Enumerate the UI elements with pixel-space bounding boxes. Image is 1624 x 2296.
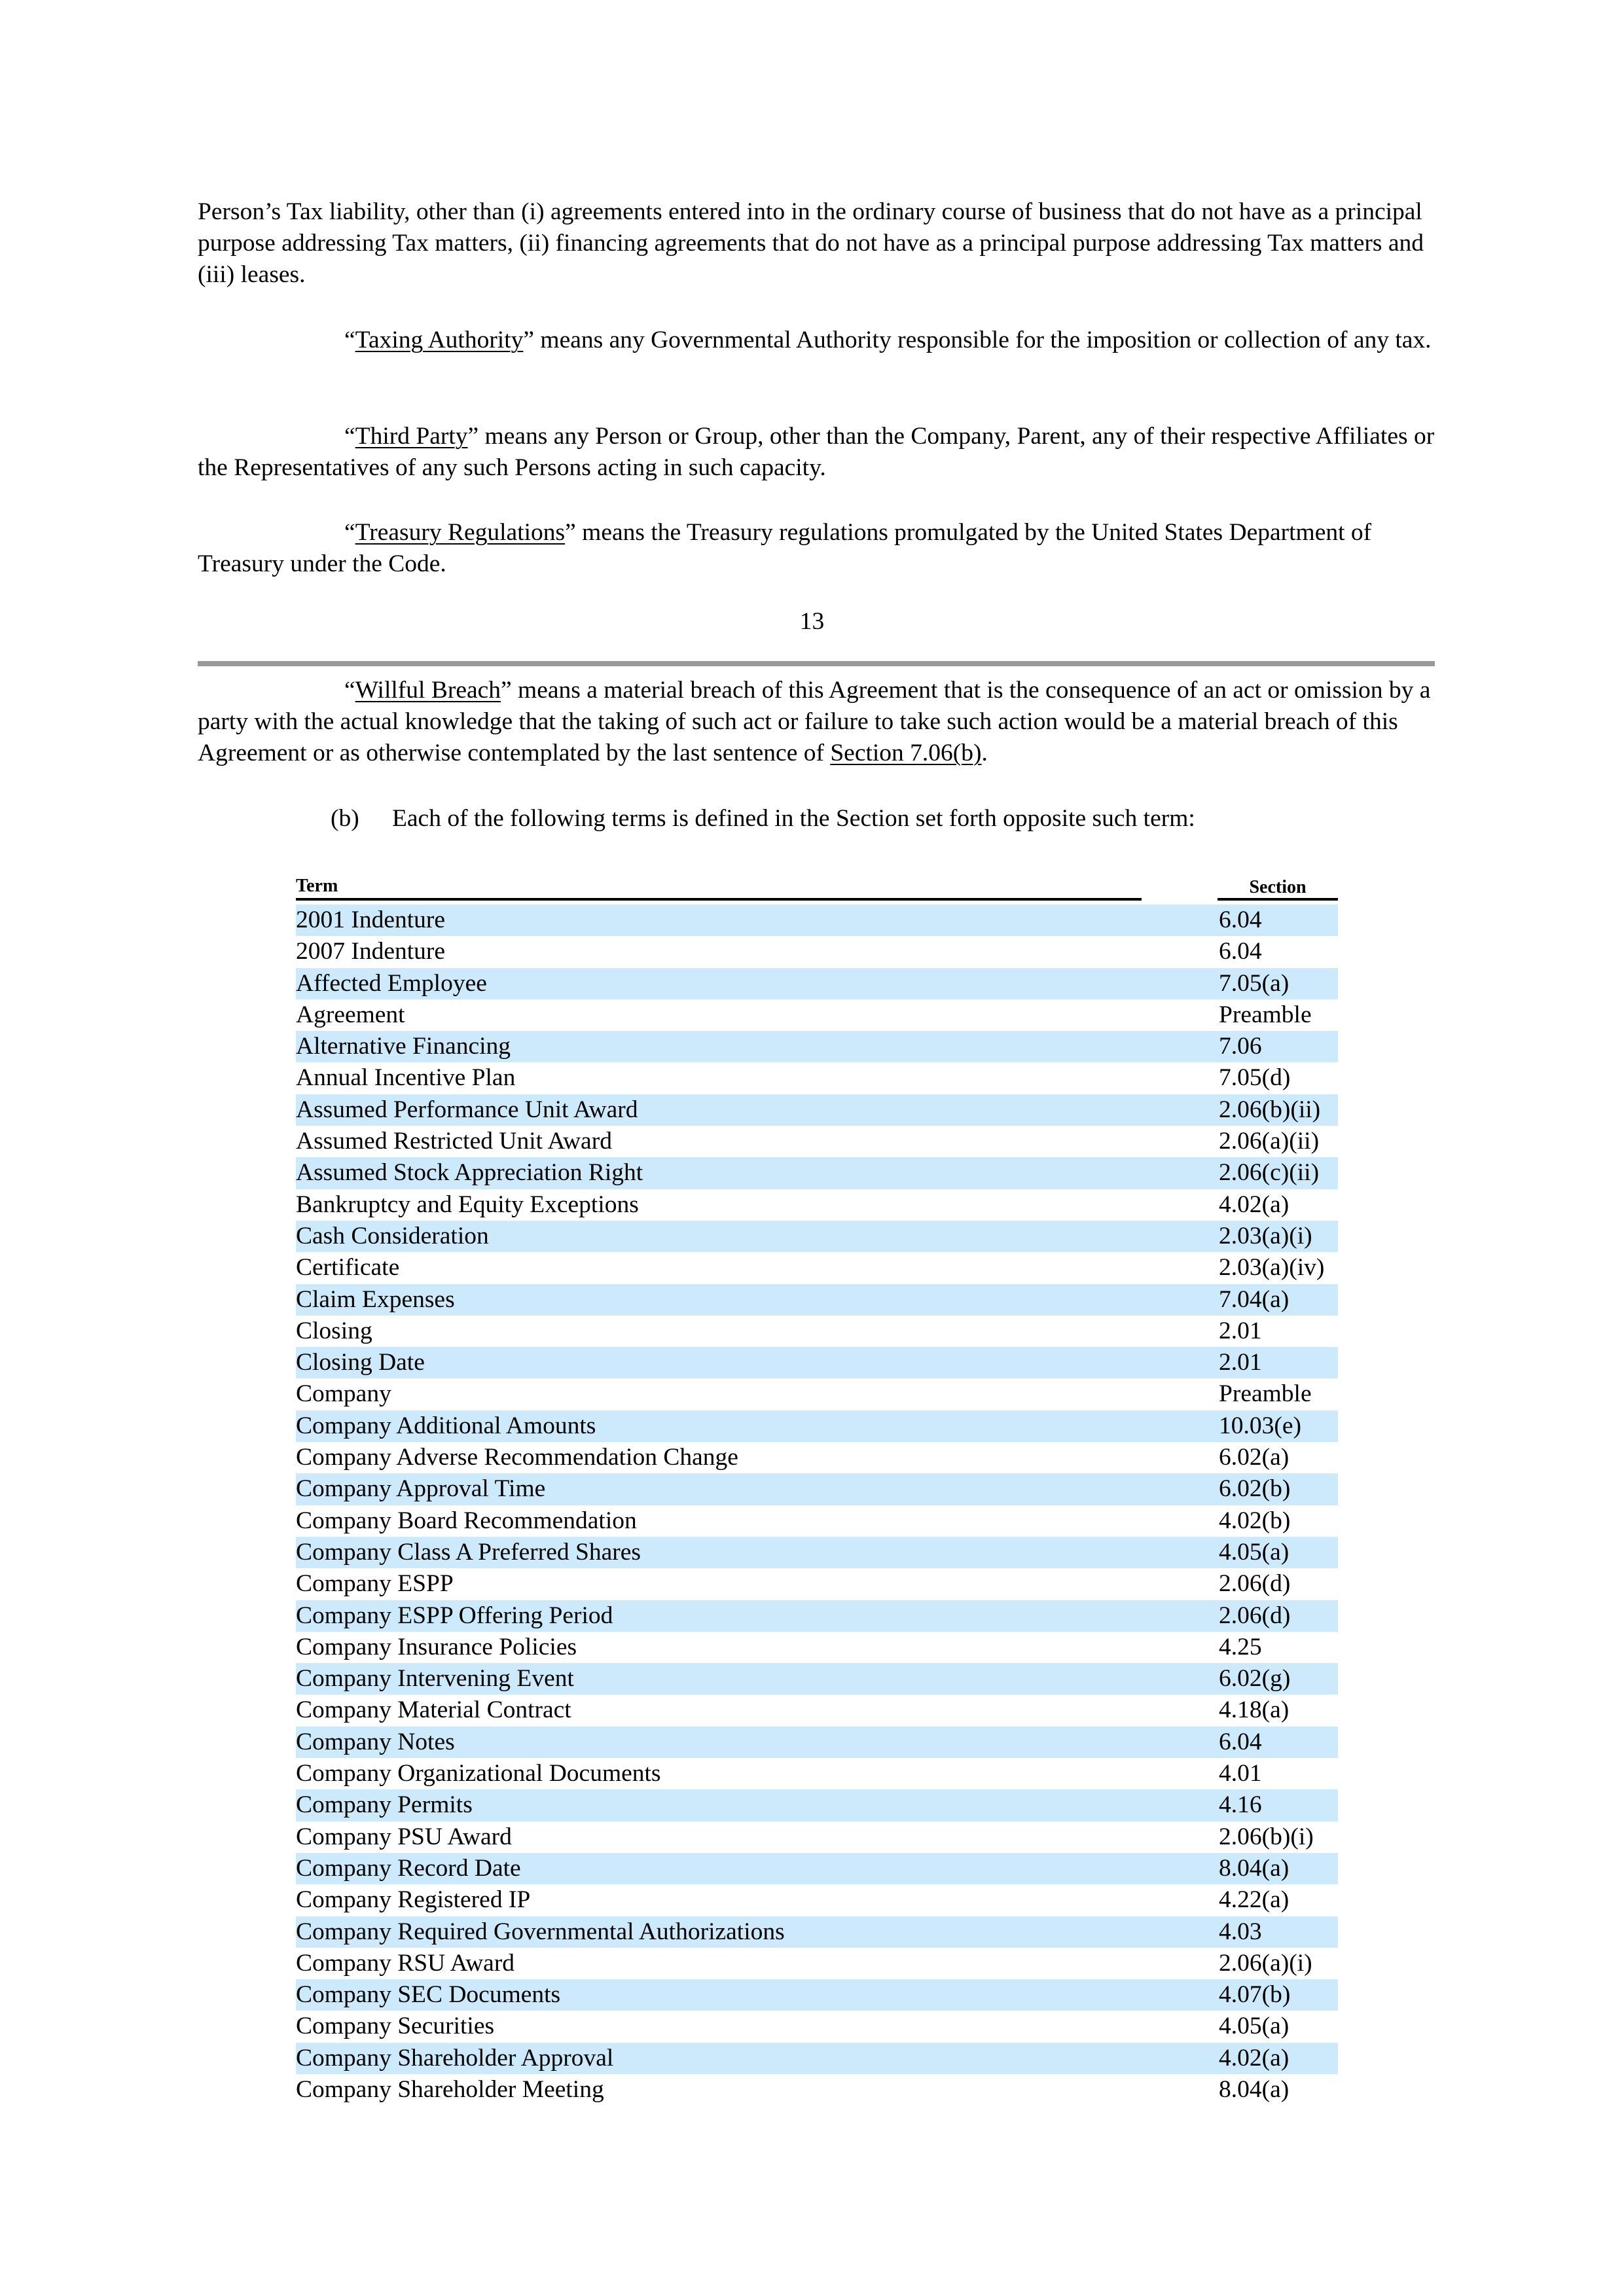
- section-cell: 4.01: [1219, 1760, 1262, 1787]
- section-cell: 2.06(c)(ii): [1219, 1159, 1320, 1187]
- defined-term: Third Party: [355, 423, 468, 450]
- section-reference: Section 7.06(b): [830, 740, 982, 766]
- table-row: [296, 1537, 1338, 1568]
- subsection-text: Each of the following terms is defined in the Section set forth opposite such term:: [392, 805, 1195, 832]
- section-cell: 2.06(a)(ii): [1219, 1128, 1320, 1155]
- table-row: [296, 1600, 1338, 1632]
- definition-third-party: [198, 421, 1435, 484]
- section-cell: 4.07(b): [1219, 1981, 1291, 2009]
- table-row: [296, 1157, 1338, 1189]
- definition-text: ” means any Person or Group, other than the Company, Parent, any of their respective Affiliates or the Representatives of any such Persons acting in such capacity.: [198, 423, 1435, 481]
- term-cell: 2007 Indenture: [296, 938, 446, 965]
- table-row: [296, 1884, 1338, 1916]
- table-row: [296, 2074, 1338, 2106]
- section-cell: 4.02(b): [1219, 1507, 1291, 1534]
- table-row: [296, 1189, 1338, 1221]
- definition-text: ” means the Treasury regulations promulgated by the United States Department of Treasury under the Code.: [198, 519, 1372, 577]
- table-row: [296, 1316, 1338, 1347]
- paragraph-tax-sharing-continuation: Person’s Tax liability, other than (i) agreements entered into in the ordinary course of business that do not have as a principal purpose addressing Tax matters, (ii) financing agreements that do not have as a principal purpose addressing Tax matters and (iii) leases.: [198, 198, 1424, 288]
- section-cell: 2.06(b)(ii): [1219, 1096, 1321, 1123]
- subsection-label: (b): [331, 805, 359, 832]
- terms-table: [296, 905, 1338, 2106]
- term-cell: Company PSU Award: [296, 1823, 512, 1850]
- table-row: [296, 1821, 1338, 1853]
- term-cell: Company RSU Award: [296, 1949, 515, 1977]
- term-cell: Company Securities: [296, 2013, 495, 2040]
- term-cell: Company Additional Amounts: [296, 1412, 596, 1439]
- section-cell: Preamble: [1219, 1001, 1312, 1028]
- term-cell: Company ESPP Offering Period: [296, 1602, 613, 1629]
- definition-text: ” means any Governmental Authority responsible for the imposition or collection of any tax.: [523, 327, 1432, 353]
- terms-table-header: [296, 872, 1338, 901]
- term-cell: Company Approval Time: [296, 1475, 546, 1503]
- section-cell: 2.01: [1219, 1349, 1262, 1376]
- term-cell: Cash Consideration: [296, 1222, 489, 1249]
- section-cell: 7.04(a): [1219, 1285, 1290, 1313]
- defined-term: Taxing Authority: [355, 327, 524, 353]
- term-cell: 2001 Indenture: [296, 906, 446, 933]
- definition-taxing-authority: [198, 325, 1435, 356]
- table-row: [296, 1505, 1338, 1537]
- term-cell: Company SEC Documents: [296, 1981, 561, 2009]
- subsection-b: [331, 803, 1195, 834]
- table-row: [296, 1695, 1338, 1726]
- term-cell: Company Material Contract: [296, 1696, 571, 1724]
- table-row: [296, 1284, 1338, 1316]
- table-row: [296, 1758, 1338, 1789]
- defined-term: Treasury Regulations: [355, 519, 566, 546]
- term-cell: Company Notes: [296, 1728, 455, 1755]
- table-row: [296, 1663, 1338, 1695]
- term-cell: Company Shareholder Approval: [296, 2044, 614, 2072]
- table-row: [296, 1853, 1338, 1884]
- table-row: [296, 1062, 1338, 1094]
- section-cell: 2.06(d): [1219, 1570, 1291, 1598]
- term-cell: Certificate: [296, 1254, 400, 1282]
- term-cell: Company Insurance Policies: [296, 1633, 577, 1660]
- open-quote: “: [344, 677, 355, 704]
- term-cell: Company ESPP: [296, 1570, 454, 1598]
- table-row: [296, 1378, 1338, 1410]
- term-cell: Company Shareholder Meeting: [296, 2075, 604, 2103]
- term-cell: Bankruptcy and Equity Exceptions: [296, 1191, 639, 1218]
- term-cell: Alternative Financing: [296, 1033, 511, 1060]
- section-cell: 7.05(a): [1219, 969, 1290, 997]
- term-cell: Claim Expenses: [296, 1285, 455, 1313]
- table-row: [296, 1473, 1338, 1505]
- section-cell: 4.18(a): [1219, 1696, 1290, 1724]
- section-cell: 4.03: [1219, 1918, 1262, 1945]
- page-break-divider: [198, 661, 1435, 666]
- table-row: [296, 1727, 1338, 1758]
- table-row: [296, 1979, 1338, 2011]
- section-cell: 6.04: [1219, 1728, 1262, 1755]
- table-row: [296, 1410, 1338, 1442]
- section-cell: 4.02(a): [1219, 2044, 1290, 2072]
- term-cell: Company Board Recommendation: [296, 1507, 637, 1534]
- table-row: [296, 2011, 1338, 2042]
- definition-text: ” means a material breach of this Agreement that is the consequence of an act or omission by a party with the actual knowledge that the taking of such act or failure to take such action would be a material breach of this Agreement or as otherwise contemplated by the last sentence of: [198, 677, 1431, 766]
- table-row: [296, 1347, 1338, 1378]
- table-row: [296, 1568, 1338, 1600]
- section-cell: 10.03(e): [1219, 1412, 1301, 1439]
- term-cell: Company Organizational Documents: [296, 1760, 661, 1787]
- section-cell: 2.01: [1219, 1317, 1262, 1344]
- term-cell: Assumed Performance Unit Award: [296, 1096, 638, 1123]
- table-row: [296, 968, 1338, 999]
- section-cell: 2.03(a)(i): [1219, 1222, 1312, 1249]
- table-row: [296, 936, 1338, 967]
- section-cell: 6.02(a): [1219, 1444, 1290, 1471]
- term-cell: Company Registered IP: [296, 1886, 531, 1914]
- page-number: 13: [799, 608, 825, 635]
- section-cell: 7.05(d): [1219, 1064, 1291, 1092]
- table-row: [296, 1094, 1338, 1126]
- term-cell: Assumed Restricted Unit Award: [296, 1128, 612, 1155]
- table-row: [296, 1252, 1338, 1283]
- open-quote: “: [344, 423, 355, 450]
- section-cell: 8.04(a): [1219, 2075, 1290, 2103]
- section-cell: 4.05(a): [1219, 2013, 1290, 2040]
- term-cell: Company: [296, 1380, 391, 1408]
- column-header-section: Section: [1218, 877, 1338, 901]
- defined-term: Willful Breach: [355, 677, 501, 704]
- section-cell: 4.02(a): [1219, 1191, 1290, 1218]
- term-cell: Company Adverse Recommendation Change: [296, 1444, 738, 1471]
- term-cell: Annual Incentive Plan: [296, 1064, 516, 1092]
- section-cell: 2.06(d): [1219, 1602, 1291, 1629]
- section-cell: 4.22(a): [1219, 1886, 1290, 1914]
- table-row: [296, 1916, 1338, 1948]
- section-cell: 2.06(a)(i): [1219, 1949, 1312, 1977]
- section-cell: 4.05(a): [1219, 1538, 1290, 1566]
- section-cell: 6.02(g): [1219, 1665, 1291, 1693]
- term-cell: Company Record Date: [296, 1854, 521, 1882]
- definition-treasury-regulations: [198, 517, 1435, 580]
- table-row: [296, 1948, 1338, 1979]
- table-row: [296, 2043, 1338, 2074]
- table-row: [296, 1632, 1338, 1663]
- section-cell: 6.04: [1219, 906, 1262, 933]
- term-cell: Closing: [296, 1317, 372, 1344]
- section-cell: 6.04: [1219, 938, 1262, 965]
- table-row: [296, 999, 1338, 1031]
- definition-willful-breach: [198, 675, 1435, 769]
- table-row: [296, 1031, 1338, 1062]
- term-cell: Company Class A Preferred Shares: [296, 1538, 641, 1566]
- table-row: [296, 905, 1338, 936]
- section-cell: 4.16: [1219, 1791, 1262, 1819]
- term-cell: Company Intervening Event: [296, 1665, 574, 1693]
- table-row: [296, 1789, 1338, 1821]
- sentence-end: .: [981, 740, 988, 766]
- section-cell: 6.02(b): [1219, 1475, 1291, 1503]
- open-quote: “: [344, 519, 355, 546]
- table-row: [296, 1126, 1338, 1157]
- term-cell: Company Required Governmental Authorizations: [296, 1918, 785, 1945]
- table-row: [296, 1221, 1338, 1252]
- term-cell: Affected Employee: [296, 969, 487, 997]
- term-cell: Closing Date: [296, 1349, 425, 1376]
- section-cell: 2.06(b)(i): [1219, 1823, 1314, 1850]
- section-cell: 7.06: [1219, 1033, 1262, 1060]
- section-cell: 8.04(a): [1219, 1854, 1290, 1882]
- term-cell: Assumed Stock Appreciation Right: [296, 1159, 643, 1187]
- open-quote: “: [344, 327, 355, 353]
- term-cell: Agreement: [296, 1001, 405, 1028]
- section-cell: Preamble: [1219, 1380, 1312, 1408]
- table-row: [296, 1442, 1338, 1473]
- section-cell: 2.03(a)(iv): [1219, 1254, 1325, 1282]
- section-cell: 4.25: [1219, 1633, 1262, 1660]
- column-header-term: Term: [296, 876, 1142, 901]
- term-cell: Company Permits: [296, 1791, 473, 1819]
